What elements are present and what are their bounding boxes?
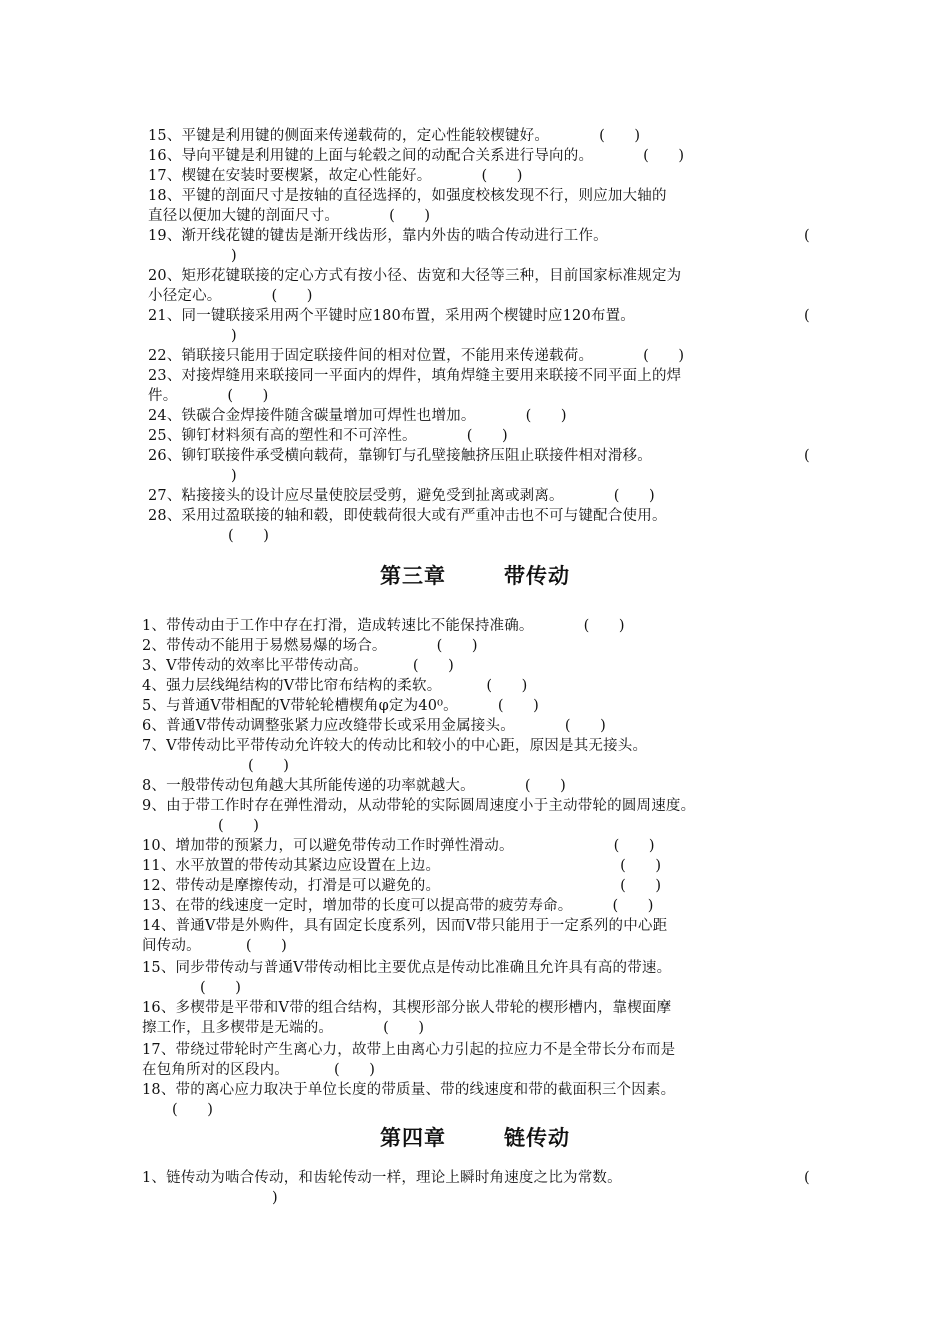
question-item: 15、平键是利用键的侧面来传递载荷的，定心性能较楔键好。 ( ) bbox=[148, 128, 641, 144]
answer-blank-close: ) bbox=[231, 328, 237, 344]
answer-blank: ( ) bbox=[412, 658, 455, 674]
question-item: 17、带绕过带轮时产生离心力，故带上由离心力引起的拉应力不是全带长分布而是 在包角所对的区段内。 ( ) bbox=[142, 1042, 676, 1078]
answer-blank: ( ) bbox=[227, 388, 269, 404]
answer-blank-open: ( bbox=[804, 1170, 810, 1186]
question-item: 25、铆钉材料须有高的塑性和不可淬性。 ( ) bbox=[148, 428, 508, 444]
answer-blank: ( ) bbox=[436, 638, 478, 654]
answer-blank-open: ( bbox=[804, 448, 810, 464]
question-item: 8、一般带传动包角越大其所能传递的功率就越大。 ( ) bbox=[142, 778, 566, 794]
answer-blank: ( ) bbox=[228, 528, 270, 544]
question-item: 26、铆钉联接件承受横向载荷，靠铆钉与孔壁接触挤压阻止联接件相对滑移。 bbox=[148, 448, 652, 464]
answer-blank: ( ) bbox=[583, 618, 625, 634]
question-item: 15、同步带传动与普通V带传动相比主要优点是传动比准确且允许具有高的带速。 bbox=[142, 960, 672, 976]
question-item: 18、带的离心应力取决于单位长度的带质量、带的线速度和带的截面积三个因素。 bbox=[142, 1082, 676, 1098]
question-item: 13、在带的线速度一定时，增加带的长度可以提高带的疲劳寿命。 ( ) bbox=[142, 898, 654, 914]
answer-blank: ( ) bbox=[620, 858, 662, 874]
question-item: 7、V带传动比平带传动允许较大的传动比和较小的中心距，原因是其无接头。 bbox=[142, 738, 648, 754]
question-item: 2、带传动不能用于易燃易爆的场合。 ( ) bbox=[142, 638, 478, 654]
chapter-number: 第三章 bbox=[380, 564, 446, 588]
answer-blank: ( ) bbox=[525, 408, 567, 424]
question-item: 21、同一键联接采用两个平键时应180布置，采用两个楔键时应120布置。 bbox=[148, 308, 636, 324]
chapter3-heading bbox=[0, 560, 950, 590]
question-item: 18、平键的剖面尺寸是按轴的直径选择的，如强度校核发现不行，则应加大轴的 直径以便加大键的剖面尺寸。 ( ) bbox=[148, 188, 667, 224]
answer-blank: ( ) bbox=[200, 980, 242, 996]
question-item: 11、水平放置的带传动其紧边应设置在上边。 ( ) bbox=[142, 858, 662, 874]
chapter-title: 链传动 bbox=[504, 1126, 570, 1150]
question-item: 1、带传动由于工作中存在打滑，造成转速比不能保持准确。 ( ) bbox=[142, 618, 625, 634]
question-item: 6、普通V带传动调整张紧力应改缝带长或采用金属接头。 ( ) bbox=[142, 718, 607, 734]
answer-blank: ( ) bbox=[486, 678, 528, 694]
answer-blank: ( ) bbox=[245, 938, 287, 954]
question-item: 23、对接焊缝用来联接同一平面内的焊件，填角焊缝主要用来联接不同平面上的焊 件。 ( ) bbox=[148, 368, 682, 404]
answer-blank: ( ) bbox=[613, 838, 655, 854]
answer-blank: ( ) bbox=[271, 288, 313, 304]
answer-blank: ( ) bbox=[334, 1062, 376, 1078]
answer-blank-close: ) bbox=[272, 1190, 278, 1206]
question-item: 9、由于带工作时存在弹性滑动，从动带轮的实际圆周速度小于主动带轮的圆周速度。 bbox=[142, 798, 696, 814]
answer-blank-close: ) bbox=[231, 248, 237, 264]
question-item: 28、采用过盈联接的轴和毂，即使载荷很大或有严重冲击也不可与键配合使用。 bbox=[148, 508, 667, 524]
answer-blank: ( ) bbox=[643, 148, 685, 164]
question-item: 24、铁碳合金焊接件随含碳量增加可焊性也增加。 ( ) bbox=[148, 408, 567, 424]
answer-blank-open: ( bbox=[804, 228, 810, 244]
answer-blank: ( ) bbox=[613, 488, 655, 504]
question-item: 4、强力层线绳结构的V带比帘布结构的柔软。 ( ) bbox=[142, 678, 528, 694]
question-item: 22、销联接只能用于固定联接件间的相对位置，不能用来传递载荷。 ( ) bbox=[148, 348, 685, 364]
chapter-number: 第四章 bbox=[380, 1126, 446, 1150]
answer-blank: ( ) bbox=[524, 778, 566, 794]
chapter-title: 带传动 bbox=[504, 564, 570, 588]
answer-blank: ( ) bbox=[389, 208, 431, 224]
answer-blank: ( ) bbox=[620, 878, 662, 894]
question-item: 17、楔键在安装时要楔紧，故定心性能好。 ( ) bbox=[148, 168, 523, 184]
question-item: 16、多楔带是平带和V带的组合结构，其楔形部分嵌人带轮的楔形槽内，靠楔面摩 擦工作，且多楔带是无端的。 ( ) bbox=[142, 1000, 672, 1036]
answer-blank: ( ) bbox=[599, 128, 641, 144]
question-item: 10、增加带的预紧力，可以避免带传动工作时弹性滑动。 ( ) bbox=[142, 838, 655, 854]
answer-blank: ( ) bbox=[383, 1020, 425, 1036]
answer-blank: ( ) bbox=[481, 168, 523, 184]
answer-blank-open: ( bbox=[804, 308, 810, 324]
question-item: 19、渐开线花键的键齿是渐开线齿形，靠内外齿的啮合传动进行工作。 bbox=[148, 228, 608, 244]
question-item: 12、带传动是摩擦传动，打滑是可以避免的。 ( ) bbox=[142, 878, 662, 894]
answer-blank: ( ) bbox=[643, 348, 685, 364]
question-item: 3、V带传动的效率比平带传动高。 ( ) bbox=[142, 658, 455, 674]
chapter4-heading bbox=[0, 1122, 950, 1152]
answer-blank: ( ) bbox=[466, 428, 508, 444]
answer-blank: ( ) bbox=[612, 898, 654, 914]
question-item: 16、导向平键是利用键的上面与轮毂之间的动配合关系进行导向的。 ( ) bbox=[148, 148, 685, 164]
question-item: 14、普通V带是外购件，具有固定长度系列，因而V带只能用于一定系列的中心距 间传动。 ( ) bbox=[142, 918, 668, 954]
question-item: 5、与普通V带相配的V带轮轮槽楔角φ定为40⁰。 ( ) bbox=[142, 698, 540, 714]
answer-blank: ( ) bbox=[248, 758, 290, 774]
answer-blank: ( ) bbox=[172, 1102, 214, 1118]
question-item: 1、链传动为啮合传动，和齿轮传动一样，理论上瞬时角速度之比为常数。 bbox=[142, 1170, 622, 1186]
answer-blank: ( ) bbox=[218, 818, 260, 834]
answer-blank: ( ) bbox=[497, 698, 540, 714]
answer-blank: ( ) bbox=[564, 718, 607, 734]
answer-blank-close: ) bbox=[231, 468, 237, 484]
question-item: 20、矩形花键联接的定心方式有按小径、齿宽和大径等三种，目前国家标准规定为 小径定心。 ( ) bbox=[148, 268, 682, 304]
question-item: 27、粘接接头的设计应尽量使胶层受剪，避免受到扯离或剥离。 ( ) bbox=[148, 488, 655, 504]
